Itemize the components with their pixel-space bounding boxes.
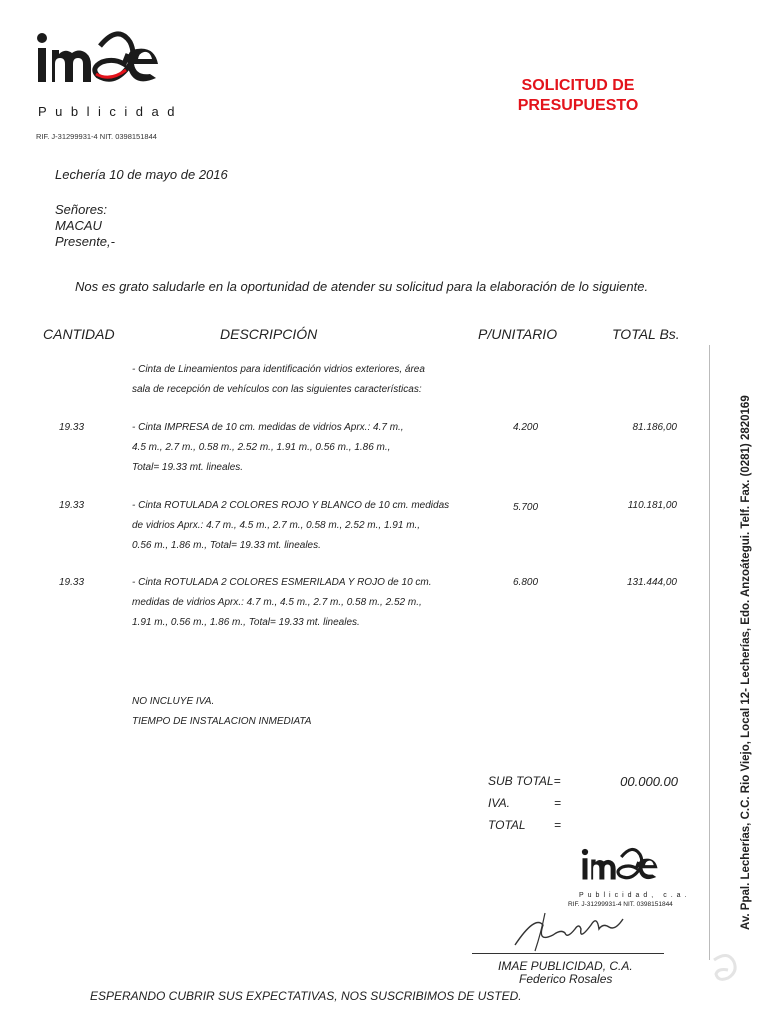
total-label: TOTAL [488,818,526,832]
row-description [132,573,432,633]
iva-equals: = [554,796,562,810]
header-quantity: CANTIDAD [43,326,115,342]
signature-name: Federico Rosales [519,972,613,986]
iva-label: IVA. [488,796,511,810]
header-unit-price: P/UNITARIO [478,326,558,342]
subtotal-label: SUB TOTAL= [488,774,561,788]
signature-line [472,953,664,954]
recipient-block [55,202,115,250]
row-description-line: 1.91 m., 0.56 m., 1.86 m., Total= 19.33 mt. lineales. [132,617,360,628]
stamp-subtitle: Publicidad, c.a. [579,892,691,899]
row-description-line: 4.5 m., 2.7 m., 0.58 m., 2.52 m., 1.91 m., 0.56 m., 1.86 m., [132,442,391,453]
title-line-1: SOLICITUD DE [521,77,635,94]
document-date: Lechería 10 de mayo de 2016 [55,167,228,182]
signature-company: IMAE PUBLICIDAD, C.A. [498,959,633,973]
header-description: DESCRIPCIÓN [220,326,318,342]
company-rif: RIF. J-31299931-4 NIT. 0398151844 [36,132,157,141]
recipient-name: MACAU [55,218,102,233]
logo-wordmark-icon [36,22,176,102]
company-logo [36,22,183,122]
table-intro [132,360,425,400]
recipient-salutation: Señores: [55,202,108,217]
row-description-line: medidas de vidrios Aprx.: 4.7 m., 4.5 m., 2.7 m., 0.58 m., 2.52 m., [132,597,422,608]
row-quantity: 19.33 [59,577,85,588]
row-description-line: Total= 19.33 mt. lineales. [132,462,244,473]
row-description [132,496,449,556]
watermark-icon [708,950,744,986]
signature-icon [505,905,635,955]
row-description [132,418,404,478]
vertical-divider [709,345,710,960]
header-total: TOTAL Bs. [612,326,680,342]
row-unit-price: 5.700 [513,502,539,513]
row-total: 81.186,00 [632,422,677,433]
row-description-line: de vidrios Aprx.: 4.7 m., 4.5 m., 2.7 m., 0.58 m., 2.52 m., 1.91 m., [132,520,421,531]
table-intro-line: sala de recepción de vehículos con las siguientes características: [132,384,422,395]
row-quantity: 19.33 [59,422,85,433]
row-total: 131.444,00 [626,577,677,588]
document-title [478,76,678,116]
stamp-rif: RIF. J-31299931-4 NIT. 0398151844 [568,901,673,908]
notes-block [132,692,311,732]
note-installation: TIEMPO DE INSTALACION INMEDIATA [132,716,312,727]
row-total: 110.181,00 [627,500,677,511]
row-unit-price: 4.200 [513,422,539,433]
table-intro-line: - Cinta de Lineamientos para identificación vidrios exteriores, área [132,364,425,375]
row-description-line: - Cinta ROTULADA 2 COLORES ESMERILADA Y ROJO de 10 cm. [132,577,432,588]
closing-statement: ESPERANDO CUBRIR SUS EXPECTATIVAS, NOS SUSCRIBIMOS DE USTED. [90,989,522,1003]
logo-subtitle: Publicidad [38,104,183,119]
row-description-line: - Cinta IMPRESA de 10 cm. medidas de vidrios Aprx.: 4.7 m., [132,422,404,433]
subtotal-value: 00.000.00 [620,774,678,789]
row-description-line: 0.56 m., 1.86 m., Total= 19.33 mt. lineales. [132,540,321,551]
company-address: Av. Ppal. Lecherías, C.C. Rio Viejo, Local 12- Lecherías, Edo. Anzoátegui. Telf. Fax. (0281) 2820169 [740,395,752,930]
note-no-iva: NO INCLUYE IVA. [132,696,215,707]
stamp-logo-icon [575,842,675,892]
intro-paragraph: Nos es grato saludarle en la oportunidad de atender su solicitud para la elaboración de lo siguiente. [75,279,649,294]
row-unit-price: 6.800 [513,577,539,588]
total-equals: = [554,818,562,832]
row-description-line: - Cinta ROTULADA 2 COLORES ROJO Y BLANCO de 10 cm. medidas [132,500,450,511]
row-quantity: 19.33 [59,500,85,511]
title-line-2: PRESUPUESTO [517,97,639,114]
recipient-presente: Presente,- [55,234,115,249]
